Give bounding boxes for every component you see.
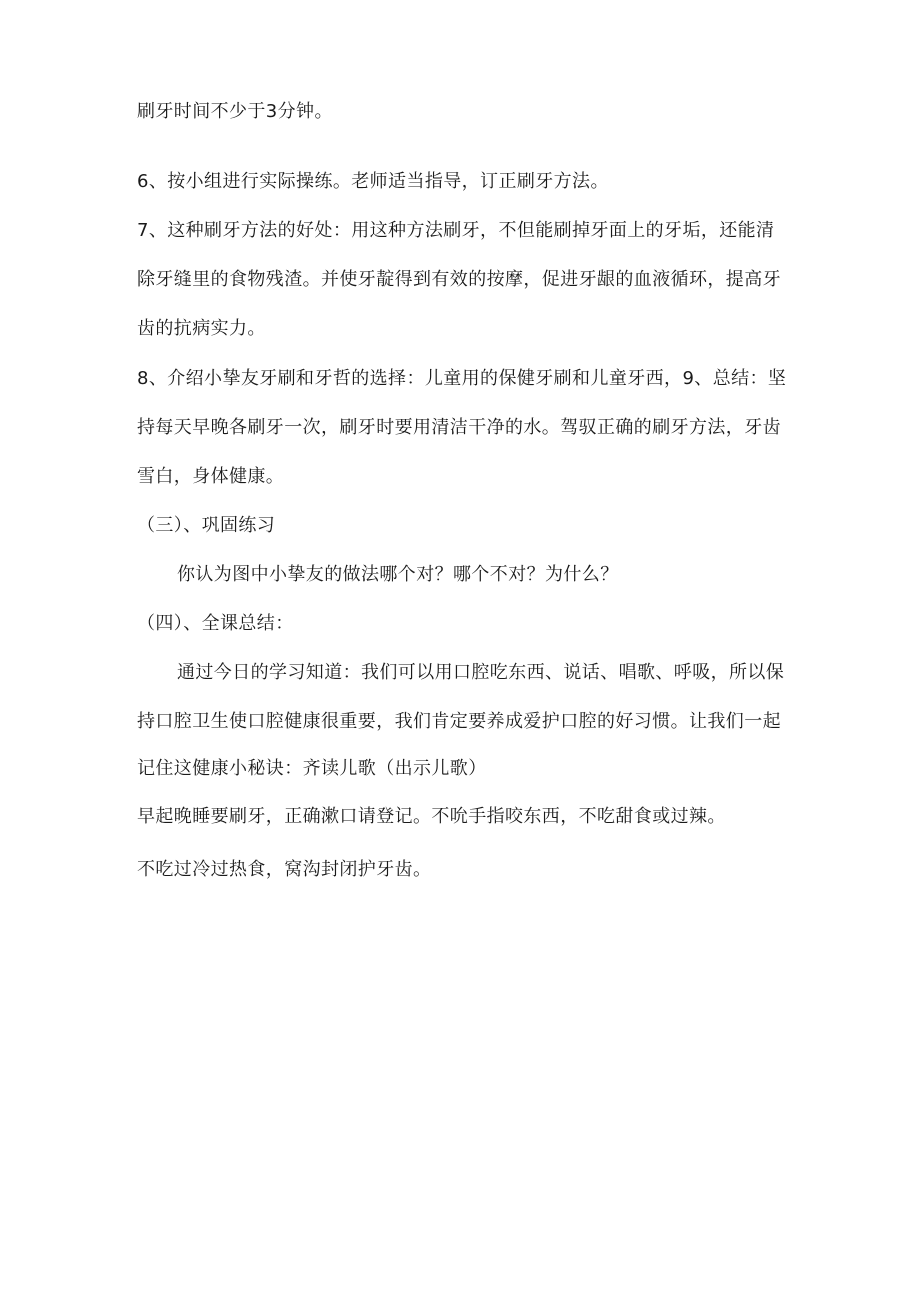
section-heading-summary: （四）、全课总结： xyxy=(137,613,294,634)
text-line-summary-b: 持口腔卫生使口腔健康很重要，我们肯定要养成爱护口腔的好习惯。让我们一起 xyxy=(137,711,781,732)
text-line-item-6: 6、按小组进行实际操练。老师适当指导，订正刷牙方法。 xyxy=(137,171,609,192)
text-line-rhyme-1: 早起晚睡要刷牙，正确漱口请登记。不吮手指咬东西，不吃甜食或过辣。 xyxy=(137,806,726,827)
text-line-item-8c: 雪白，身体健康。 xyxy=(137,466,285,487)
text-line-item-7c: 齿的抗病实力。 xyxy=(137,318,266,339)
text-line-item-8b: 持每天早晚各刷牙一次，刷牙时要用清洁干净的水。驾驭正确的刷牙方法，牙齿 xyxy=(137,417,781,438)
section-heading-practice: （三）、巩固练习 xyxy=(137,515,276,536)
text-line-item-8a: 8、介绍小挚友牙刷和牙哲的选择：儿童用的保健牙刷和儿童牙西，9、总结：坚 xyxy=(137,368,787,389)
text-line-brushing-time: 刷牙时间不少于3分钟。 xyxy=(137,101,333,122)
text-line-summary-c: 记住这健康小秘诀：齐读儿歌（出示儿歌） xyxy=(137,758,487,779)
text-line-summary-a: 通过今日的学习知道：我们可以用口腔吃东西、说话、唱歌、呼吸，所以保 xyxy=(177,662,785,683)
text-line-item-7b: 除牙缝里的食物残渣。并使牙靛得到有效的按摩，促进牙龈的血液循环，提高牙 xyxy=(137,269,781,290)
text-line-rhyme-2: 不吃过冷过热食，窝沟封闭护牙齿。 xyxy=(137,859,432,880)
text-line-item-7a: 7、这种刷牙方法的好处：用这种方法刷牙，不但能刷掉牙面上的牙垢，还能清 xyxy=(137,220,775,241)
text-line-practice-question: 你认为图中小挚友的做法哪个对？哪个不对？为什么？ xyxy=(177,564,619,585)
